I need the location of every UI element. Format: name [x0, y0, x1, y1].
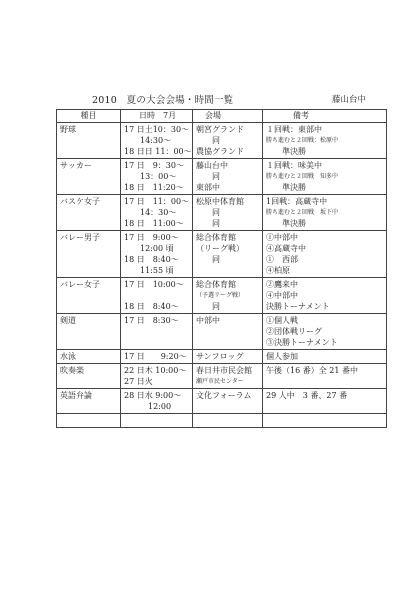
event-cell: 英語弁論: [57, 389, 121, 414]
notes-cell: ②鷹来中 ④中部中 決勝トーナメント: [263, 278, 387, 314]
notes-cell: 1回戦：高蔵寺中 勝ち進むと２回戦 坂下中 準決勝: [263, 195, 387, 231]
notes-cell: 29 人中 3 番、27 番: [263, 389, 387, 414]
event-cell: バレー男子: [57, 231, 121, 278]
table-row: [57, 389, 387, 414]
datetime-cell: 17 日 10:00～ 18 日 8:40～: [121, 278, 193, 314]
column-header-datetime: 日時 7月: [121, 110, 193, 123]
venue-cell: 春日井市民会館 瀬戸市民センター: [193, 364, 263, 389]
event-cell: 水泳: [57, 350, 121, 364]
event-cell: サッカー: [57, 159, 121, 195]
table-row: [57, 278, 387, 314]
venue-cell: 文化フォーラム: [193, 389, 263, 414]
empty-cell: [193, 414, 263, 428]
page-title: 2010 夏の大会会場・時間一覧: [92, 95, 234, 106]
event-cell: 吹奏楽: [57, 364, 121, 389]
table-row: [57, 364, 387, 389]
venue-cell: 総合体育館 （予選リーグ戦） 同: [193, 278, 263, 314]
table-row: [57, 159, 387, 195]
notes-cell: ①個人戦 ②団体戦リーグ ③決勝トーナメント: [263, 314, 387, 350]
column-header-event: 種目: [57, 110, 121, 123]
table-row: [57, 231, 387, 278]
datetime-cell: 17 日 9:20～: [121, 350, 193, 364]
venue-cell: 松原中体育館 同 同: [193, 195, 263, 231]
schedule-table: [56, 109, 387, 428]
datetime-cell: 17 日 8:30～: [121, 314, 193, 350]
datetime-cell: 17 日 9:00～ 12:00 頃 18 日 8:40～ 11:55 頃: [121, 231, 193, 278]
empty-cell: [57, 414, 121, 428]
datetime-cell: 28 日水 9:00～ 12:00: [121, 389, 193, 414]
datetime-cell: 17 日 11：00～ 14：30～ 18 日 11:00～: [121, 195, 193, 231]
datetime-cell: 17 日 9：30～ 13：00～ 18 日 11:20～: [121, 159, 193, 195]
table-row: [57, 195, 387, 231]
notes-cell: １回戦：東部中 勝ち進むと２回戦：松原中 準決勝: [263, 123, 387, 159]
notes-cell: 午後（16 番）全 21 番中: [263, 364, 387, 389]
venue-cell: 総合体育館 （リーグ戦） 同: [193, 231, 263, 278]
event-cell: バスケ女子: [57, 195, 121, 231]
venue-cell: 朝宮グランド 同 農協グランド: [193, 123, 263, 159]
table-row: [57, 314, 387, 350]
column-header-venue: 会場: [193, 110, 263, 123]
empty-cell: [121, 414, 193, 428]
school-name: 藤山台中: [332, 95, 367, 105]
event-cell: 野球: [57, 123, 121, 159]
notes-cell: １回戦：味美中 勝ち進むと２回戦 知多中 準決勝: [263, 159, 387, 195]
table-header-row: [57, 110, 387, 123]
datetime-cell: 22 日木 10:00～ 27 日火: [121, 364, 193, 389]
datetime-cell: 17 日土10：30～ 14:30～ 18 日日 11：00～: [121, 123, 193, 159]
column-header-notes: 備考: [263, 110, 387, 123]
table-row: [57, 123, 387, 159]
empty-cell: [263, 414, 387, 428]
venue-cell: 藤山台中 同 東部中: [193, 159, 263, 195]
venue-cell: サンフロッグ: [193, 350, 263, 364]
venue-cell: 中部中: [193, 314, 263, 350]
event-cell: バレー女子: [57, 278, 121, 314]
notes-cell: ①中部中 ④高蔵寺中 ① 西部 ④柏原: [263, 231, 387, 278]
notes-cell: 個人参加: [263, 350, 387, 364]
empty-row: [57, 414, 387, 428]
table-row: [57, 350, 387, 364]
event-cell: 剣道: [57, 314, 121, 350]
